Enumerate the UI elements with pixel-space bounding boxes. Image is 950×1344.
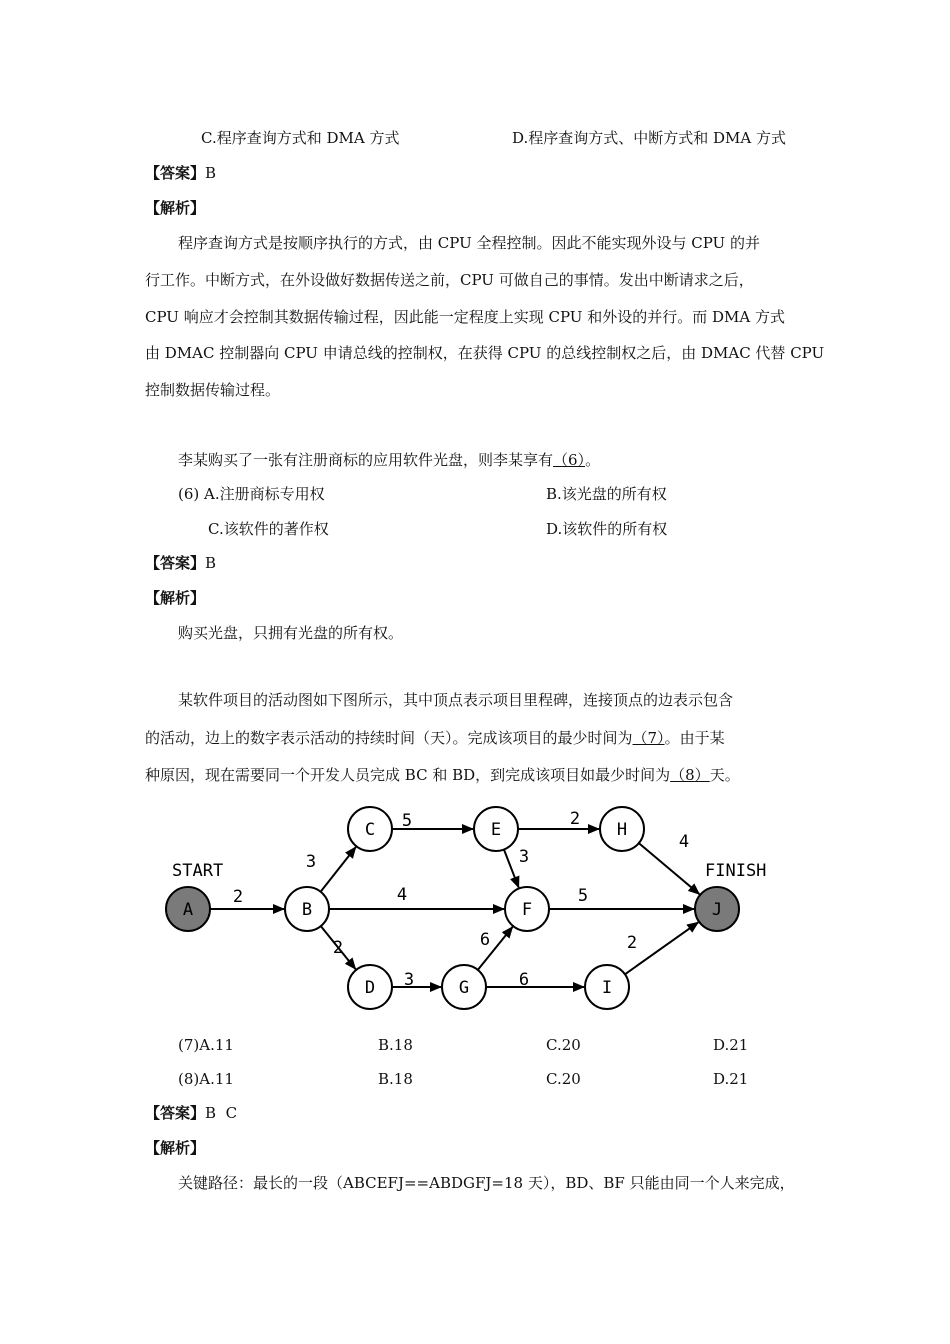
q5-option-c: C.程序查询方式和 DMA 方式 xyxy=(201,129,400,147)
q6-option-d: D.该软件的所有权 xyxy=(546,520,668,538)
q6-analysis: 购买光盘，只拥有光盘的所有权。 xyxy=(178,624,404,642)
q7-option-b: B.18 xyxy=(378,1036,413,1054)
edge-weight-I-J: 2 xyxy=(626,933,638,953)
node-label-C: C xyxy=(364,820,376,840)
node-label-E: E xyxy=(490,820,502,840)
q7-stem-text: 种原因，现在需要同一个开发人员完成 BC 和 BD，到完成该项目如最少时间为 xyxy=(145,766,671,784)
edge-weight-C-E: 5 xyxy=(401,811,413,831)
q7-analysis: 关键路径：最长的一段（ABCEFJ==ABDGFJ=18 天），BD、BF 只能由同一个人来完成， xyxy=(178,1174,795,1192)
node-label-D: D xyxy=(364,978,376,998)
edge-weight-D-G: 3 xyxy=(403,970,415,990)
node-label-F: F xyxy=(521,900,533,920)
q8-blank: （8） xyxy=(670,766,710,784)
edge-weight-B-C: 3 xyxy=(305,852,317,872)
edge-H-J xyxy=(639,843,700,894)
edge-E-F xyxy=(504,850,519,888)
q5-analysis-line: CPU 响应才会控制其数据传输过程，因此能一定程度上实现 CPU 和外设的并行。而 DMA 方式 xyxy=(145,308,785,326)
edge-B-C xyxy=(321,847,356,892)
node-label-I: I xyxy=(601,978,613,998)
edge-weight-G-I: 6 xyxy=(518,970,530,990)
q7-stem-text: 天。 xyxy=(709,766,740,784)
q6-option-c: C.该软件的著作权 xyxy=(208,520,329,538)
q6-option-b: B.该光盘的所有权 xyxy=(546,485,667,503)
edge-weight-G-F: 6 xyxy=(479,930,491,950)
q7-stem-text: 的活动，边上的数字表示活动的持续时间（天）。完成该项目的最少时间为 xyxy=(145,729,633,747)
node-label-G: G xyxy=(458,978,470,998)
node-label-J: J xyxy=(711,900,723,920)
q8-option-c: C.20 xyxy=(546,1070,581,1088)
edge-weight-B-D: 2 xyxy=(332,938,344,958)
q8-option-b: B.18 xyxy=(378,1070,413,1088)
q7-answer xyxy=(145,1103,237,1123)
q8-option-a: (8)A.11 xyxy=(178,1070,234,1088)
answer-value: B xyxy=(205,164,217,182)
edge-weight-F-J: 5 xyxy=(577,886,589,906)
answer-value: B C xyxy=(205,1104,238,1122)
node-label-B: B xyxy=(301,900,313,920)
edge-weight-E-H: 2 xyxy=(569,809,581,829)
q7-option-d: D.21 xyxy=(713,1036,749,1054)
q5-analysis-line: 由 DMAC 控制器向 CPU 申请总线的控制权，在获得 CPU 的总线控制权之后，由 DMAC 代替 CPU xyxy=(145,344,825,362)
q7-stem-line: 某软件项目的活动图如下图所示，其中顶点表示项目里程碑，连接顶点的边表示包含 xyxy=(178,691,734,709)
q6-analysis-label: 【解析】 xyxy=(145,589,206,607)
q5-option-d: D.程序查询方式、中断方式和 DMA 方式 xyxy=(512,129,787,147)
q6-option-a: (6) A.注册商标专用权 xyxy=(178,485,325,503)
node-label-H: H xyxy=(616,820,628,840)
edge-weight-E-F: 3 xyxy=(518,847,530,867)
q7-option-a: (7)A.11 xyxy=(178,1036,234,1054)
answer-label: 【答案】 xyxy=(145,1104,206,1122)
answer-label: 【答案】 xyxy=(145,554,206,572)
finish-label: FINISH xyxy=(705,861,767,881)
q7-stem-text: 。由于某 xyxy=(664,729,725,747)
q7-option-c: C.20 xyxy=(546,1036,581,1054)
edge-weight-H-J: 4 xyxy=(678,832,690,852)
q6-stem-end: 。 xyxy=(585,451,601,469)
q5-analysis-line: 程序查询方式是按顺序执行的方式，由 CPU 全程控制。因此不能实现外设与 CPU 的并 xyxy=(178,234,760,252)
q7-analysis-label: 【解析】 xyxy=(145,1139,206,1157)
q5-analysis-line: 行工作。中断方式，在外设做好数据传送之前，CPU 可做自己的事情。发出中断请求之后， xyxy=(145,271,754,289)
node-label-A: A xyxy=(182,900,194,920)
q5-analysis-line: 控制数据传输过程。 xyxy=(145,381,281,399)
start-label: START xyxy=(172,861,224,881)
q7-blank: （7） xyxy=(632,729,665,747)
q6-stem-text: 李某购买了一张有注册商标的应用软件光盘，则李某享有 xyxy=(178,451,554,469)
answer-value: B xyxy=(205,554,217,572)
q5-analysis-label: 【解析】 xyxy=(145,199,206,217)
answer-label: 【答案】 xyxy=(145,164,206,182)
q8-option-d: D.21 xyxy=(713,1070,749,1088)
q6-blank: （6） xyxy=(553,451,586,469)
edge-weight-B-F: 4 xyxy=(396,885,408,905)
edge-weight-A-B: 2 xyxy=(232,887,244,907)
